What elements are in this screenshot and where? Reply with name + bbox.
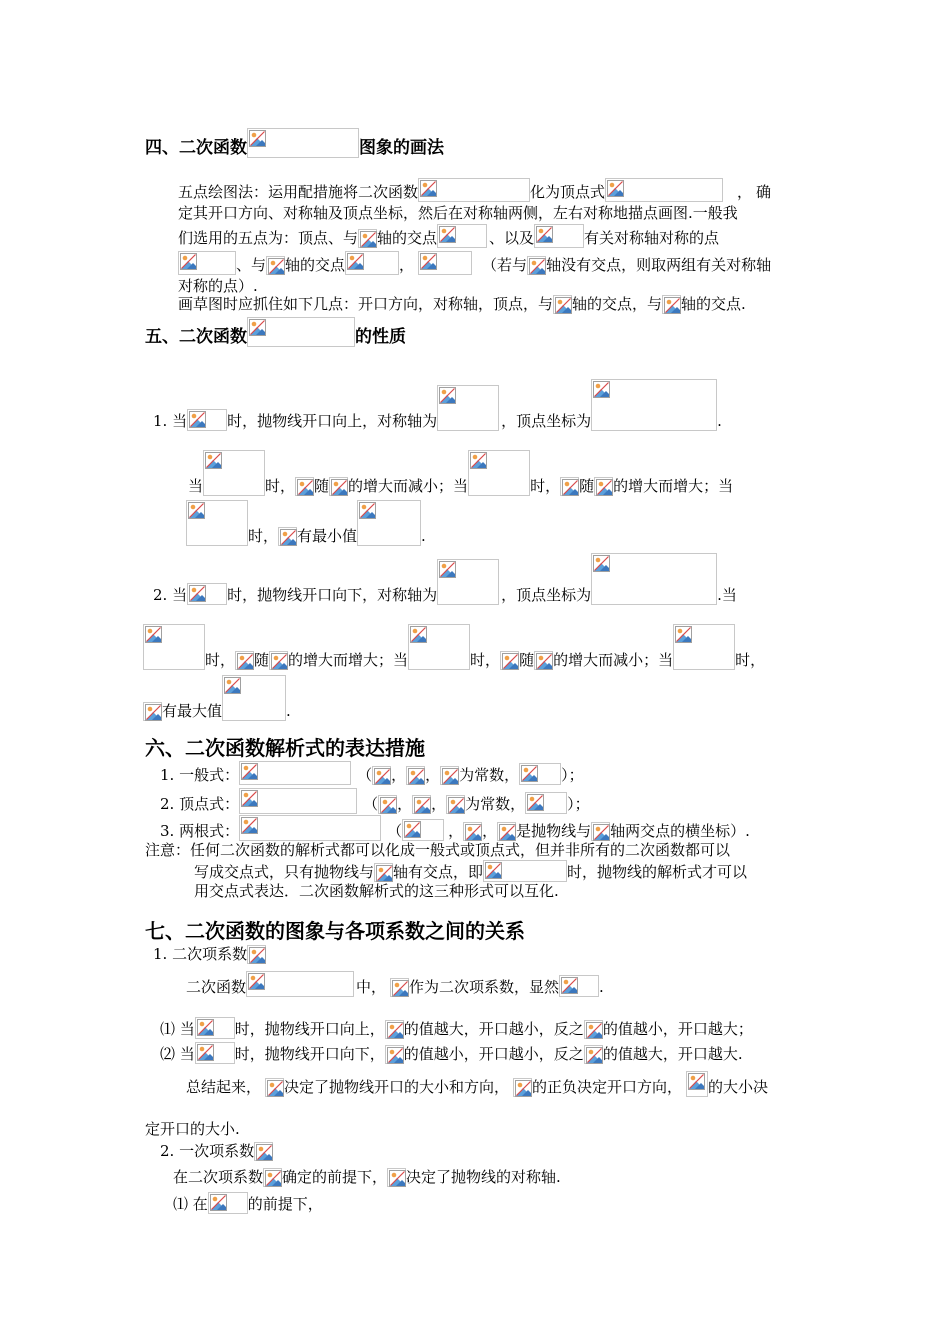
broken-image-icon <box>442 768 459 785</box>
broken-image-icon <box>180 253 197 270</box>
subsection-1: 1. 二次项系数 <box>153 944 266 964</box>
paragraph-line: 在二次项系数 确定的前提下， 决定了抛物线的对称轴. <box>173 1168 561 1186</box>
formula-image-icon <box>686 1071 708 1097</box>
formula-image-icon <box>239 788 357 814</box>
formula-image-icon <box>269 651 288 670</box>
broken-image-icon <box>561 977 578 994</box>
broken-image-icon <box>664 297 681 314</box>
broken-image-icon <box>586 1022 603 1039</box>
broken-image-icon <box>420 180 437 197</box>
formula-image-icon <box>143 624 205 670</box>
broken-image-icon <box>359 502 376 519</box>
formula-image-icon <box>594 477 613 496</box>
broken-image-icon <box>241 763 258 780</box>
formula-image-icon <box>246 971 354 997</box>
item-2-line: 时， 随 的增大而增大；当 时， 随 的增大而减小；当 时， <box>143 624 765 670</box>
broken-image-icon <box>237 653 254 670</box>
item-1-line: 1. 当 时，抛物线开口向上，对称轴为 ，顶点坐标为 . <box>153 379 722 431</box>
broken-image-icon <box>408 768 425 785</box>
formula-image-icon <box>239 761 351 785</box>
broken-image-icon <box>256 1144 273 1161</box>
section-6-heading: 六、二次函数解析式的表达措施 <box>145 736 425 760</box>
broken-image-icon <box>189 585 206 602</box>
broken-image-icon <box>347 253 364 270</box>
formula-image-icon <box>497 822 516 841</box>
broken-image-icon <box>593 381 610 398</box>
broken-image-icon <box>593 824 610 841</box>
formula-image-icon <box>673 624 735 670</box>
formula-image-icon <box>553 295 572 314</box>
broken-image-icon <box>675 626 692 643</box>
formula-image-icon <box>208 1192 248 1214</box>
broken-image-icon <box>267 1080 284 1097</box>
formula-image-icon <box>402 819 444 841</box>
broken-image-icon <box>241 817 258 834</box>
section-7-heading: 七、二次函数的图象与各项系数之间的关系 <box>145 919 525 943</box>
formula-line: 2. 顶点式： （ ， ， 为常数， ）； <box>160 788 590 814</box>
formula-image-icon <box>247 945 266 964</box>
formula-image-icon <box>195 1042 235 1064</box>
formula-image-icon <box>418 251 472 275</box>
formula-image-icon <box>358 229 377 248</box>
formula-image-icon <box>372 766 391 785</box>
formula-image-icon <box>418 178 530 202</box>
broken-image-icon <box>562 479 579 496</box>
broken-image-icon <box>414 797 431 814</box>
item-2-line: 2. 当 时，抛物线开口向下，对称轴为 ，顶点坐标为 .当 <box>153 553 737 605</box>
broken-image-icon <box>593 555 610 572</box>
formula-image-icon <box>195 1017 235 1039</box>
formula-line: 3. 两根式： （ ， ， 是抛物线与 轴两交点的横坐标）. <box>160 815 750 841</box>
broken-image-icon <box>387 1047 404 1064</box>
formula-image-icon <box>591 379 717 431</box>
formula-image-icon <box>534 224 584 248</box>
paragraph-line: 画草图时应抓住如下几点：开口方向，对称轴，顶点，与 轴的交点，与 轴的交点. <box>178 295 746 313</box>
formula-image-icon <box>591 553 717 605</box>
broken-image-icon <box>439 226 456 243</box>
formula-image-icon <box>440 766 459 785</box>
formula-image-icon <box>463 822 482 841</box>
formula-image-icon <box>187 409 227 431</box>
formula-image-icon <box>239 815 381 841</box>
formula-image-icon <box>560 477 579 496</box>
broken-image-icon <box>536 653 553 670</box>
paragraph-line: 定其开口方向、对称轴及顶点坐标，然后在对称轴两侧，左右对称地描点画图.一般我 <box>178 204 738 222</box>
formula-image-icon <box>187 583 227 605</box>
formula-image-icon <box>374 863 393 882</box>
broken-image-icon <box>280 529 297 546</box>
formula-image-icon <box>387 1168 406 1187</box>
formula-image-icon <box>559 975 599 997</box>
formula-image-icon <box>525 792 567 814</box>
broken-image-icon <box>241 790 258 807</box>
note-line: 用交点式表达．二次函数解析式的这三种形式可以互化. <box>194 882 559 900</box>
broken-image-icon <box>189 411 206 428</box>
formula-image-icon <box>412 795 431 814</box>
broken-image-icon <box>331 479 348 496</box>
case-line: ⑴ 当 时，抛物线开口向上， 的值越大，开口越小，反之 的值越小，开口越大； <box>160 1017 753 1039</box>
paragraph-line: 们选用的五点为：顶点、与 轴的交点 、以及 有关对称轴对称的点 <box>178 224 719 248</box>
broken-image-icon <box>360 231 377 248</box>
formula-image-icon <box>500 651 519 670</box>
broken-image-icon <box>470 452 487 469</box>
broken-image-icon <box>465 824 482 841</box>
formula-image-icon <box>662 295 681 314</box>
paragraph-line: 二次函数 中， 作为二次项系数，显然 . <box>186 971 604 997</box>
broken-image-icon <box>249 319 266 336</box>
broken-image-icon <box>197 1019 214 1036</box>
formula-image-icon <box>584 1020 603 1039</box>
broken-image-icon <box>145 626 162 643</box>
broken-image-icon <box>380 797 397 814</box>
formula-image-icon <box>437 385 499 431</box>
formula-image-icon <box>263 1168 282 1187</box>
formula-image-icon <box>584 1045 603 1064</box>
broken-image-icon <box>271 653 288 670</box>
broken-image-icon <box>249 130 266 147</box>
broken-image-icon <box>485 862 502 879</box>
formula-image-icon <box>247 317 355 347</box>
broken-image-icon <box>555 297 572 314</box>
note-line: 注意：任何二次函数的解析式都可以化成一般式或顶点式，但并非所有的二次函数都可以 <box>145 841 731 859</box>
broken-image-icon <box>197 1044 214 1061</box>
broken-image-icon <box>502 653 519 670</box>
broken-image-icon <box>439 561 456 578</box>
broken-image-icon <box>515 1080 532 1097</box>
broken-image-icon <box>521 765 538 782</box>
item-1-line: 当 时， 随 的增大而减小；当 时， 随 的增大而增大；当 <box>188 450 733 496</box>
formula-image-icon <box>357 500 421 546</box>
broken-image-icon <box>499 824 516 841</box>
formula-image-icon <box>468 450 530 496</box>
formula-image-icon <box>186 500 248 546</box>
broken-image-icon <box>297 479 314 496</box>
section-4-heading: 四、二次函数 图象的画法 <box>145 128 444 158</box>
case-line: ⑵ 当 时，抛物线开口向下， 的值越小，开口越小，反之 的值越大，开口越大. <box>160 1042 743 1064</box>
broken-image-icon <box>529 258 546 275</box>
formula-image-icon <box>203 450 265 496</box>
paragraph-line: 、与 轴的交点 ， （若与 轴没有交点，则取两组有关对称轴 <box>178 251 771 275</box>
broken-image-icon <box>389 1170 406 1187</box>
formula-image-icon <box>406 766 425 785</box>
formula-image-icon <box>265 1078 284 1097</box>
note-line: 写成交点式，只有抛物线与 轴有交点，即 时，抛物线的解析式才可以 <box>194 860 747 882</box>
broken-image-icon <box>248 973 265 990</box>
item-2-line: 有最大值 . <box>143 675 291 721</box>
broken-image-icon <box>410 626 427 643</box>
formula-line: 1. 一般式： （ ， ， 为常数， ）； <box>160 761 584 785</box>
broken-image-icon <box>536 226 553 243</box>
broken-image-icon <box>205 452 222 469</box>
broken-image-icon <box>374 768 391 785</box>
case-line: ⑴ 在 的前提下， <box>173 1192 323 1214</box>
formula-image-icon <box>278 527 297 546</box>
broken-image-icon <box>420 253 437 270</box>
formula-image-icon <box>295 477 314 496</box>
formula-image-icon <box>178 251 236 275</box>
broken-image-icon <box>249 947 266 964</box>
broken-image-icon <box>404 821 421 838</box>
formula-image-icon <box>329 477 348 496</box>
formula-image-icon <box>483 860 567 882</box>
formula-image-icon <box>385 1020 404 1039</box>
broken-image-icon <box>596 479 613 496</box>
formula-image-icon <box>534 651 553 670</box>
formula-image-icon <box>408 624 470 670</box>
formula-image-icon <box>446 795 465 814</box>
formula-image-icon <box>591 822 610 841</box>
summary-line: 总结起来， 决定了抛物线开口的大小和方向， 的正负决定开口方向， 的大小决 <box>186 1071 768 1097</box>
subsection-2: 2. 一次项系数 <box>160 1141 273 1161</box>
formula-image-icon <box>385 1045 404 1064</box>
formula-image-icon <box>143 702 162 721</box>
formula-image-icon <box>345 251 399 275</box>
formula-image-icon <box>437 559 499 605</box>
formula-image-icon <box>437 224 487 248</box>
formula-image-icon <box>390 978 409 997</box>
broken-image-icon <box>145 704 162 721</box>
broken-image-icon <box>527 794 544 811</box>
formula-image-icon <box>527 256 546 275</box>
formula-image-icon <box>519 763 561 785</box>
broken-image-icon <box>268 258 285 275</box>
summary-line: 定开口的大小. <box>145 1120 240 1138</box>
broken-image-icon <box>586 1047 603 1064</box>
formula-image-icon <box>378 795 397 814</box>
formula-image-icon <box>513 1078 532 1097</box>
item-1-line: 时， 有最小值 . <box>186 500 426 546</box>
broken-image-icon <box>224 677 241 694</box>
broken-image-icon <box>265 1170 282 1187</box>
formula-image-icon <box>222 675 286 721</box>
paragraph-line: 五点绘图法：运用配措施将二次函数 化为顶点式 ，确 <box>178 178 775 202</box>
broken-image-icon <box>210 1194 227 1211</box>
broken-image-icon <box>439 387 456 404</box>
broken-image-icon <box>376 865 393 882</box>
broken-image-icon <box>688 1073 705 1090</box>
formula-image-icon <box>247 128 359 158</box>
formula-image-icon <box>605 178 723 202</box>
formula-image-icon <box>266 256 285 275</box>
broken-image-icon <box>448 797 465 814</box>
broken-image-icon <box>607 180 624 197</box>
formula-image-icon <box>254 1142 273 1161</box>
paragraph-line: 对称的点）. <box>178 277 258 295</box>
section-5-heading: 五、二次函数 的性质 <box>145 317 406 347</box>
broken-image-icon <box>392 980 409 997</box>
formula-image-icon <box>235 651 254 670</box>
broken-image-icon <box>387 1022 404 1039</box>
broken-image-icon <box>188 502 205 519</box>
